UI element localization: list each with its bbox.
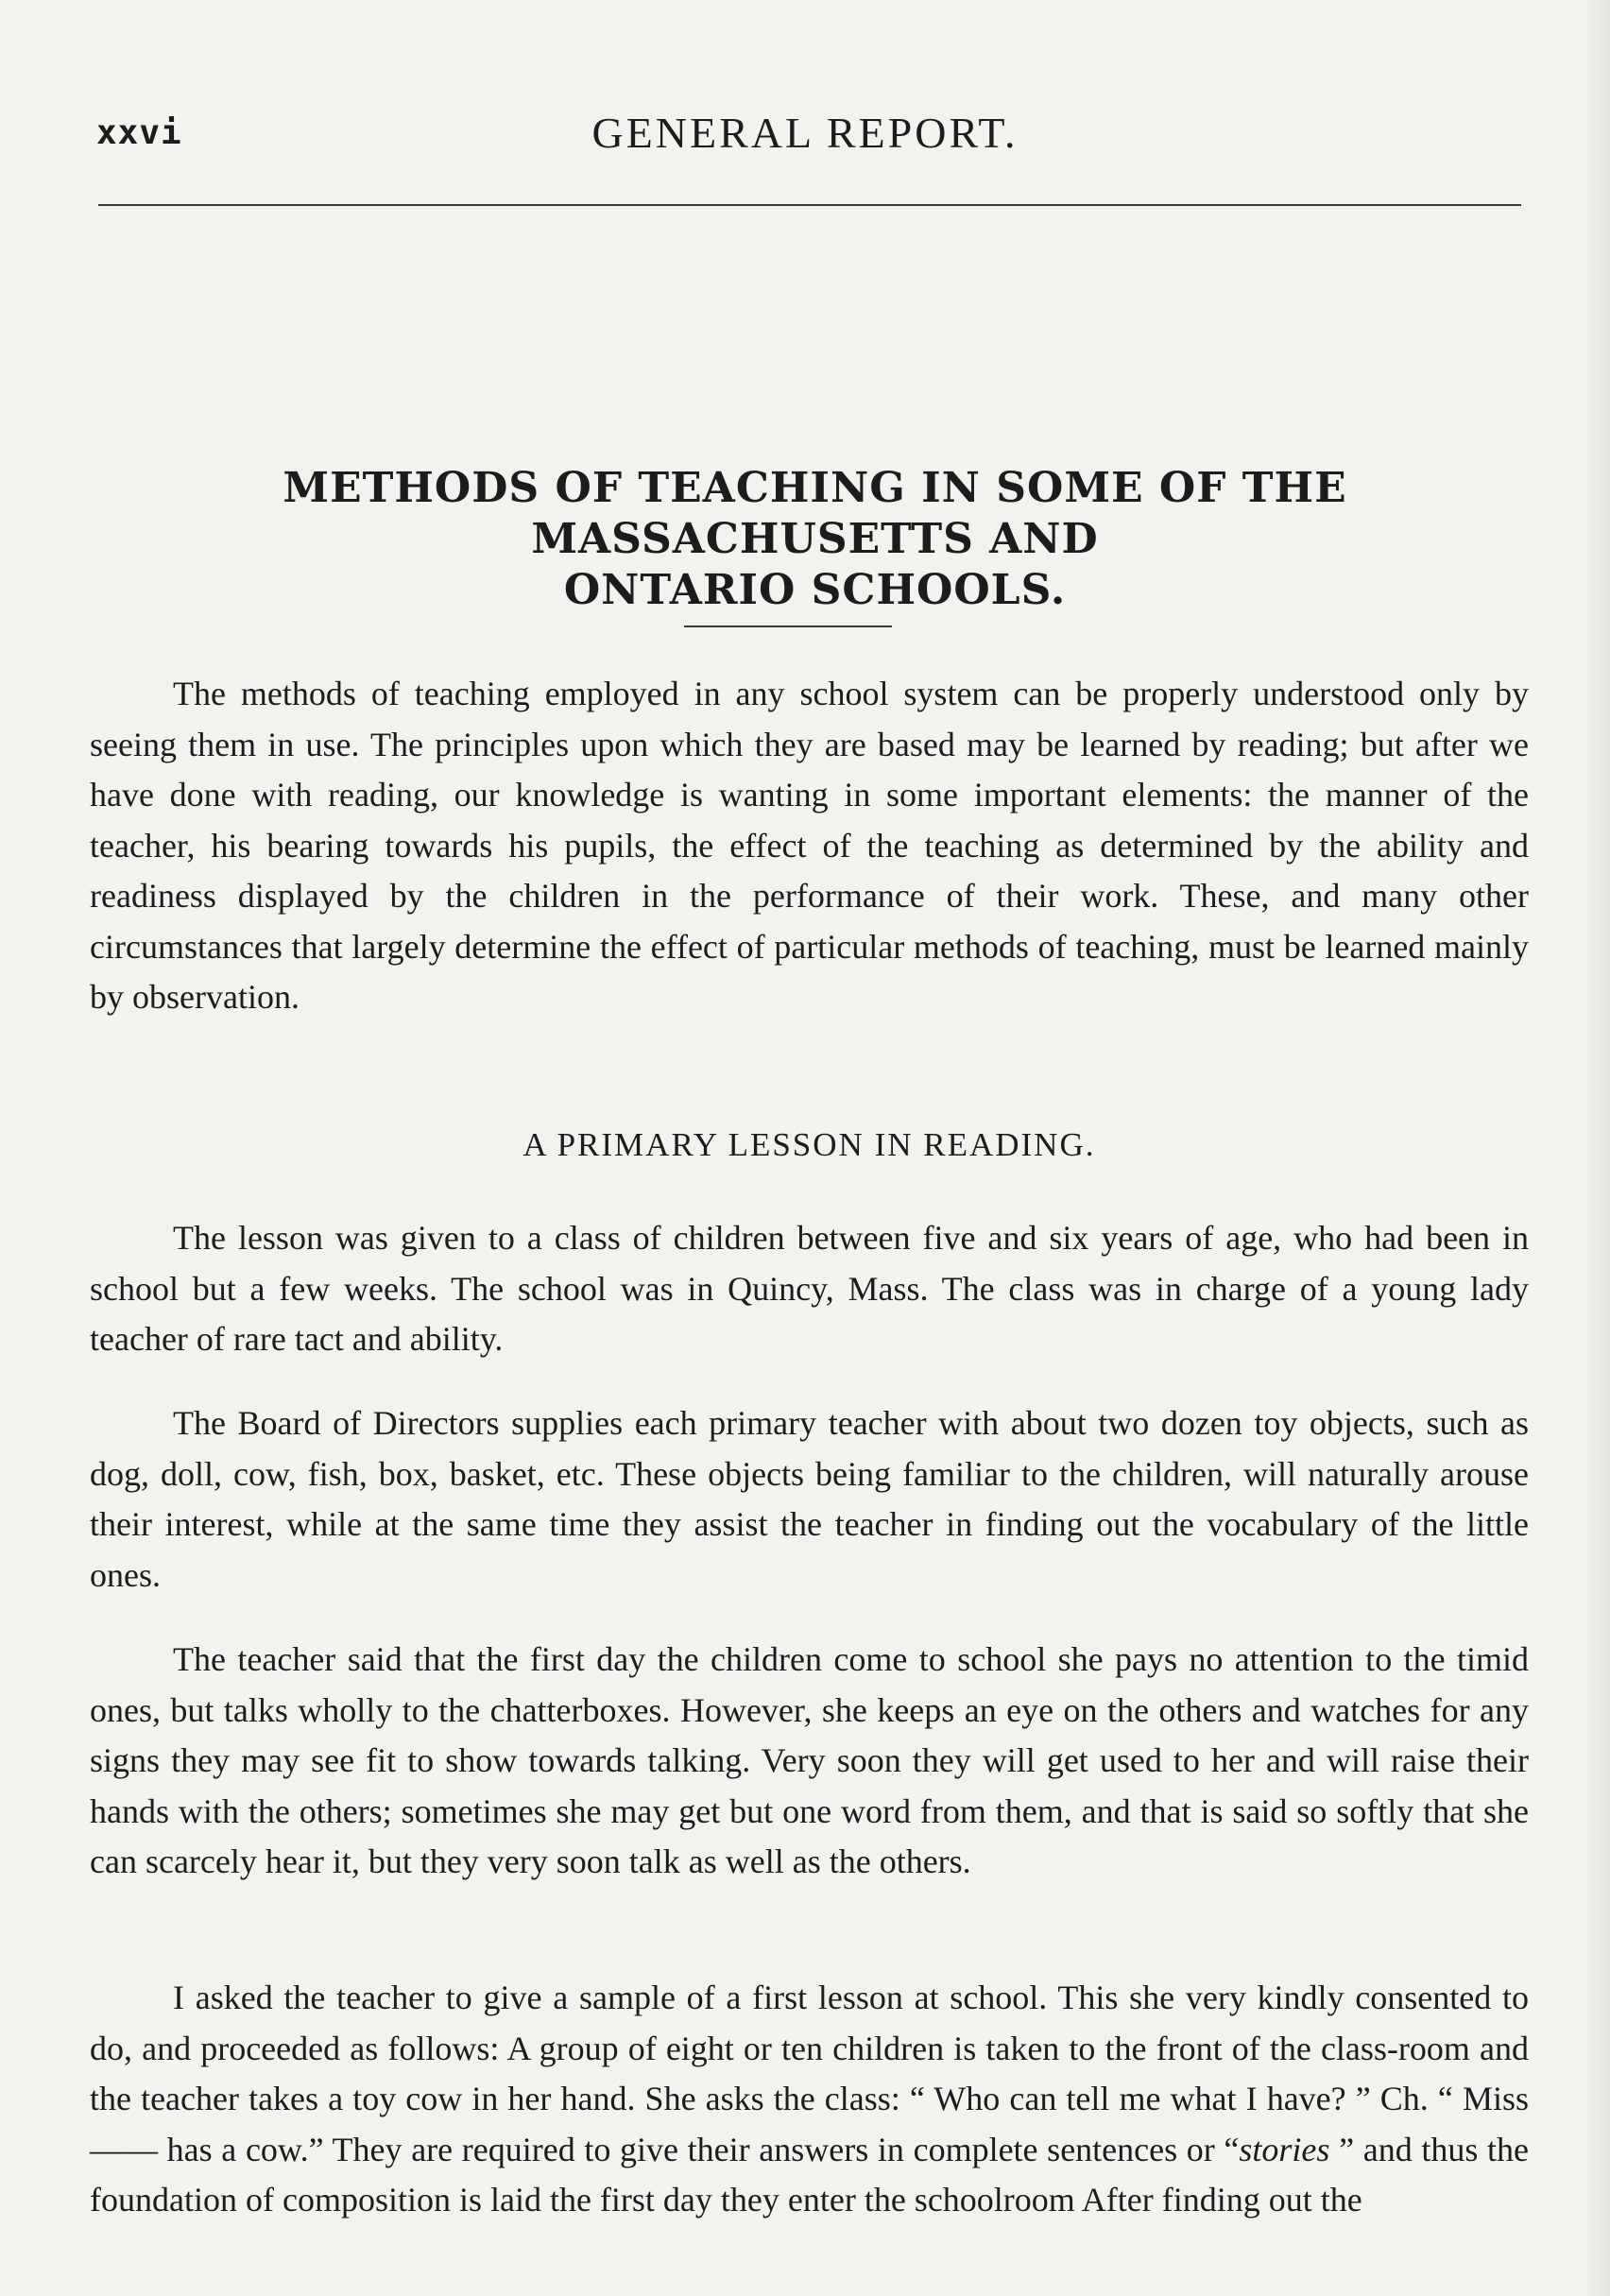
header-rule (98, 204, 1521, 206)
paragraph-3 (90, 1635, 1529, 1888)
page-edge-shadow (1584, 0, 1610, 2296)
running-head (96, 108, 1514, 164)
paragraph-4-italic-word: stories (1239, 2130, 1330, 2168)
section-heading: A PRIMARY LESSON IN READING. (522, 1126, 1096, 1163)
paragraph-2 (90, 1398, 1529, 1601)
intro-text: The methods of teaching employed in any school system can be properly understood only by seeing them in use. The principles upon which they are based may be learned by reading; but after we have done with reading, our knowledge is wanting in some important elements: the manner of the teacher, his bearing towards his pupils, the effect of the teaching as determined by the ability and readiness displayed by the children in the performance of their work. These, and many other circumstances that largely determine the effect of particular methods of teaching, must be learned mainly by observation. (90, 675, 1529, 1016)
intro-paragraph (90, 669, 1529, 1023)
paragraph-2-text: The Board of Directors supplies each primary teacher with about two dozen toy objects, such as dog, doll, cow, fish, box, basket, etc. These objects being familiar to the children, will naturally arouse their interest, while at the same time they assist the teacher in finding out the vocabulary of the little ones. (90, 1404, 1529, 1594)
paragraph-1-text: The lesson was given to a class of children between five and six years of age, who had been in school but a few weeks. The school was in Quincy, Mass. The class was in charge of a young lady teacher of rare tact and ability. (90, 1219, 1529, 1358)
page-number: xxvi (96, 113, 182, 152)
article-title-line-1: METHODS OF TEACHING IN SOME OF THE MASSACHUSETTS AND (283, 464, 1347, 563)
running-title: GENERAL REPORT. (591, 109, 1019, 157)
paragraph-3-text: The teacher said that the first day the children come to school she pays no attention to the timid ones, but talks wholly to the chatterboxes. However, she keeps an eye on the others and watches for any signs they may see fit to show towards talking. Very soon they will get used to her and will raise their hands with the others; sometimes she may get but one word from them, and that is said so softly that she can scarcely hear it, but they very soon talk as well as the others. (90, 1640, 1529, 1880)
paragraph-4 (90, 1973, 1529, 2226)
article-title (90, 463, 1540, 616)
title-rule (684, 625, 892, 627)
article-title-line-2: ONTARIO SCHOOLS. (563, 566, 1067, 614)
paragraph-4-text (90, 1973, 1529, 2226)
paragraph-1 (90, 1213, 1529, 1365)
paragraph-4-text-start: I asked the teacher to give a sample of a first lesson at school. This she very kindly consented to do, and proceeded as follows: A group of eight or ten children is taken to the front of the class-room and the teacher takes a toy cow in her hand. She asks the class: “ Who can tell me what I have? ” Ch. “ Miss —— has a cow.” They are required to give their answers in complete sentences or “ (90, 1979, 1529, 2168)
paragraph-4-text-end: ” and thus the foundation of composition is laid the first day they enter the schoolroom After finding out the (90, 2130, 1529, 2219)
